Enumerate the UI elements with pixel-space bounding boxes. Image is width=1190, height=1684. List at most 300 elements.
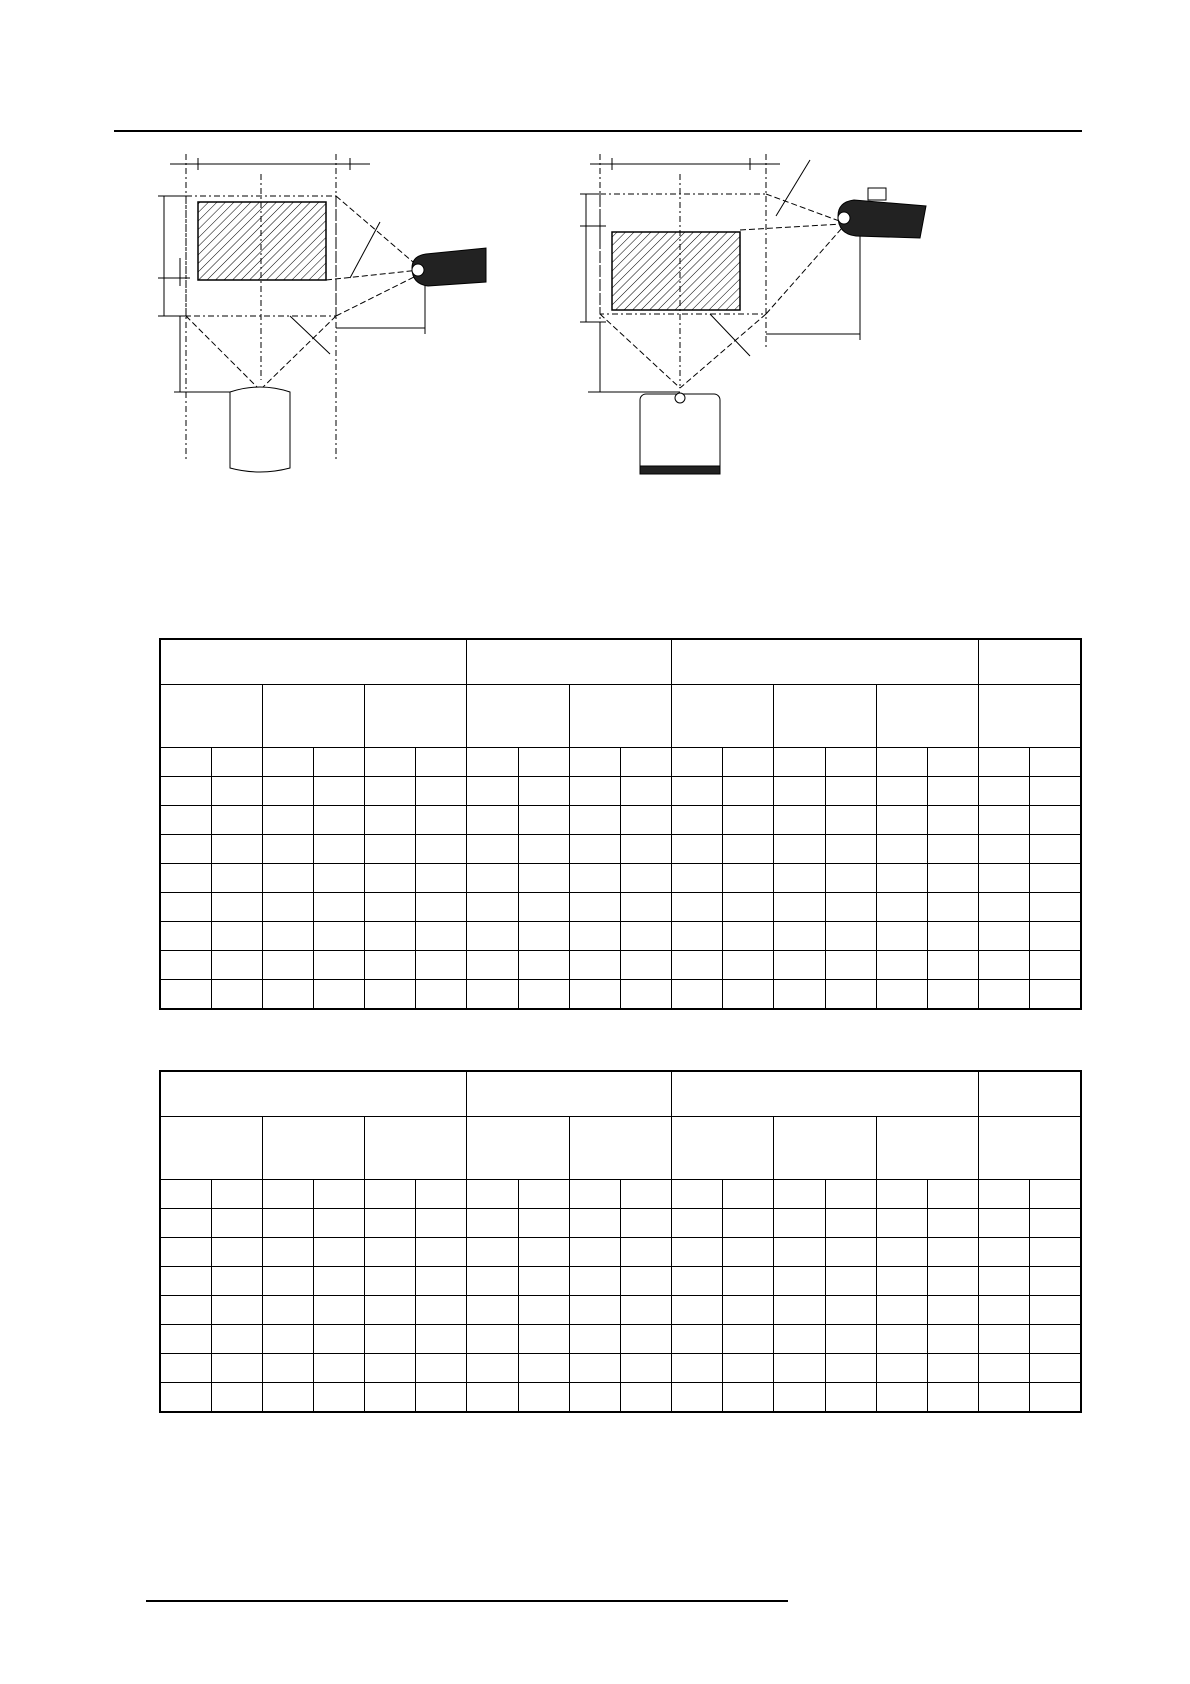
table-cell [569,951,620,980]
table-cell [262,1267,313,1296]
table-row [160,1383,1081,1413]
table-cell [467,806,518,835]
table-cell [262,1238,313,1267]
table-cell [569,1325,620,1354]
table-cell [672,1209,723,1238]
table-cell [723,835,774,864]
table-cell [1030,806,1081,835]
table-cell [518,980,569,1010]
table-cell [313,1296,364,1325]
table-row [160,1238,1081,1267]
table-cell [262,1383,313,1413]
table-cell [160,1325,211,1354]
subheader-cell [160,685,262,748]
subheader-cell [262,1117,364,1180]
table-cell [979,1209,1030,1238]
table-cell [876,922,927,951]
subheader-cell [876,685,978,748]
table-cell [927,806,978,835]
table-cell [672,748,723,777]
table-cell [160,980,211,1010]
table-cell [518,1325,569,1354]
table-cell [313,777,364,806]
subheader-cell [467,1117,569,1180]
table-cell [876,748,927,777]
table-cell [774,1354,825,1383]
table-cell [518,1354,569,1383]
table-cell [825,1267,876,1296]
table-cell [774,1383,825,1413]
table-cell [672,1325,723,1354]
table-cell [569,1354,620,1383]
table-row [160,1267,1081,1296]
table-cell [723,1180,774,1209]
table-cell [1030,1383,1081,1413]
table-row [160,835,1081,864]
header-rule [114,130,1082,132]
table-row [160,864,1081,893]
table-cell [620,835,671,864]
table-cell [569,835,620,864]
table-cell [774,922,825,951]
table-cell [825,1209,876,1238]
table-cell [518,1383,569,1413]
table-cell [723,1296,774,1325]
table-cell [1030,1209,1081,1238]
table-cell [313,1238,364,1267]
table-cell [876,1383,927,1413]
table-cell [416,1296,467,1325]
table-cell [825,806,876,835]
table-cell [927,893,978,922]
table-cell [518,835,569,864]
table-cell [262,1354,313,1383]
table-cell [876,777,927,806]
table-cell [160,777,211,806]
table-cell [672,1354,723,1383]
table-cell [876,1238,927,1267]
table-cell [211,1180,262,1209]
header-cell [467,639,672,685]
table-cell [620,777,671,806]
table-cell [160,951,211,980]
ceiling-projection-diagram [580,150,1000,490]
table-cell [467,951,518,980]
table-cell [467,1238,518,1267]
table-cell [211,1238,262,1267]
table-cell [774,1180,825,1209]
table-cell [723,1354,774,1383]
table-cell [672,777,723,806]
table-cell [416,980,467,1010]
table-cell [365,922,416,951]
table-cell [979,1354,1030,1383]
table-cell [774,1238,825,1267]
table-cell [313,1383,364,1413]
subheader-cell [774,685,876,748]
table-cell [620,1267,671,1296]
table-cell [927,777,978,806]
table-cell [160,806,211,835]
subheader-cell [262,685,364,748]
subheader-cell [569,1117,671,1180]
table-cell [262,1180,313,1209]
table-cell [876,951,927,980]
table-cell [825,1296,876,1325]
table-cell [416,1209,467,1238]
table-cell [211,748,262,777]
table-cell [672,806,723,835]
table-cell [825,1325,876,1354]
table-cell [416,1238,467,1267]
table-cell [313,1267,364,1296]
table-cell [620,1383,671,1413]
table-cell [518,864,569,893]
table-cell [160,893,211,922]
table-cell [825,893,876,922]
table-cell [979,922,1030,951]
table-row [160,922,1081,951]
table-cell [262,1296,313,1325]
table-cell [825,777,876,806]
table-cell [365,1354,416,1383]
table-cell [723,1325,774,1354]
table-cell [416,748,467,777]
table-cell [876,1267,927,1296]
table-cell [211,1267,262,1296]
table-cell [569,980,620,1010]
table-cell [979,1267,1030,1296]
table-cell [979,893,1030,922]
table-cell [313,864,364,893]
table-cell [467,1209,518,1238]
table-header-row [160,1071,1081,1117]
table-cell [672,951,723,980]
table-cell [876,980,927,1010]
table-cell [979,777,1030,806]
header-cell [979,639,1082,685]
table-cell [365,951,416,980]
subheader-cell [569,685,671,748]
table-cell [1030,1354,1081,1383]
table-cell [569,1383,620,1413]
table-cell [365,1238,416,1267]
table-cell [262,951,313,980]
table-cell [262,1325,313,1354]
table-cell [365,893,416,922]
table-cell [927,980,978,1010]
table-cell [672,922,723,951]
table-cell [620,980,671,1010]
desktop-projection-diagram [150,150,550,490]
table-cell [211,980,262,1010]
subheader-cell [365,1117,467,1180]
table-cell [262,980,313,1010]
table-cell [774,1296,825,1325]
table-cell [774,1267,825,1296]
table-cell [313,748,364,777]
table-cell [723,922,774,951]
table-row [160,1296,1081,1325]
table-cell [620,893,671,922]
table-cell [160,1209,211,1238]
subheader-cell [774,1117,876,1180]
table-cell [416,835,467,864]
table-cell [927,951,978,980]
subheader-cell [876,1117,978,1180]
table-cell [262,777,313,806]
table-cell [979,748,1030,777]
table-cell [313,1325,364,1354]
table-cell [365,980,416,1010]
table-cell [876,806,927,835]
table-cell [569,893,620,922]
table-cell [467,1354,518,1383]
table-cell [467,922,518,951]
table-cell [518,748,569,777]
table-cell [620,1209,671,1238]
table-cell [774,777,825,806]
table-cell [672,835,723,864]
table-cell [365,1180,416,1209]
table-cell [876,1296,927,1325]
table-cell [1030,1325,1081,1354]
table-cell [518,806,569,835]
header-cell [160,639,467,685]
table-cell [313,835,364,864]
table-cell [1030,777,1081,806]
table-cell [774,1209,825,1238]
table-cell [211,951,262,980]
table-cell [979,1238,1030,1267]
table-cell [723,951,774,980]
table-cell [620,1238,671,1267]
table-cell [927,835,978,864]
table-row [160,1180,1081,1209]
table-cell [416,806,467,835]
table-cell [211,1354,262,1383]
table-cell [211,922,262,951]
table-cell [620,922,671,951]
table-subheader-row [160,685,1081,748]
table-cell [467,777,518,806]
table-row [160,1354,1081,1383]
table-subheader-row [160,1117,1081,1180]
table-cell [262,806,313,835]
table-cell [825,1354,876,1383]
table-row [160,748,1081,777]
table-cell [313,893,364,922]
table-cell [416,1267,467,1296]
table-cell [518,951,569,980]
table-cell [365,777,416,806]
table-cell [467,1180,518,1209]
table-cell [825,1383,876,1413]
table-cell [927,1383,978,1413]
table-cell [211,1209,262,1238]
table-cell [1030,1267,1081,1296]
table-cell [825,980,876,1010]
table-cell [365,1209,416,1238]
table-cell [723,748,774,777]
table-cell [620,1325,671,1354]
table-cell [979,1296,1030,1325]
table-cell [1030,1180,1081,1209]
table-cell [313,980,364,1010]
table-cell [262,864,313,893]
table-cell [569,806,620,835]
table-cell [672,1180,723,1209]
table-cell [467,1325,518,1354]
table-cell [927,864,978,893]
table-cell [416,1180,467,1209]
table-cell [723,1267,774,1296]
table-cell [518,1209,569,1238]
subheader-cell [160,1117,262,1180]
table-cell [1030,1296,1081,1325]
table-cell [416,893,467,922]
table-cell [620,951,671,980]
table-cell [467,980,518,1010]
table-cell [927,1238,978,1267]
table-cell [467,893,518,922]
table-cell [979,806,1030,835]
table-cell [211,806,262,835]
table-cell [979,1180,1030,1209]
table-cell [723,893,774,922]
table-cell [927,1325,978,1354]
table-cell [723,980,774,1010]
table-cell [569,1209,620,1238]
table-cell [620,806,671,835]
table-cell [160,1354,211,1383]
table-cell [927,922,978,951]
table-cell [313,1180,364,1209]
table-cell [774,864,825,893]
table-cell [160,1180,211,1209]
table-row [160,1325,1081,1354]
table-cell [979,864,1030,893]
table-cell [365,748,416,777]
table-cell [467,1267,518,1296]
table-cell [262,922,313,951]
table-cell [467,1383,518,1413]
table-cell [160,1296,211,1325]
table-cell [672,1267,723,1296]
table-row [160,980,1081,1010]
table-header-row [160,639,1081,685]
table-cell [313,1209,364,1238]
table-cell [979,1383,1030,1413]
table-cell [518,777,569,806]
subheader-cell [467,685,569,748]
table-cell [672,1296,723,1325]
table-cell [569,777,620,806]
table-cell [160,1267,211,1296]
table-cell [1030,951,1081,980]
table-cell [620,748,671,777]
table-cell [160,922,211,951]
table-cell [927,1209,978,1238]
table-cell [211,777,262,806]
table-cell [569,1238,620,1267]
table-cell [723,777,774,806]
table-cell [467,748,518,777]
table-cell [774,835,825,864]
table-cell [774,951,825,980]
table-2 [159,1070,1082,1413]
table-cell [774,893,825,922]
table-cell [1030,835,1081,864]
table-cell [262,835,313,864]
table-cell [365,1296,416,1325]
header-cell [467,1071,672,1117]
table-cell [467,864,518,893]
table-cell [416,922,467,951]
subheader-cell [672,1117,774,1180]
table-cell [723,1238,774,1267]
table-cell [416,951,467,980]
table-cell [927,1267,978,1296]
table-cell [825,922,876,951]
table-cell [620,864,671,893]
table-cell [518,893,569,922]
header-cell [672,1071,979,1117]
table-cell [313,951,364,980]
table-cell [569,748,620,777]
table-cell [723,1209,774,1238]
table-cell [672,864,723,893]
table-cell [979,951,1030,980]
table-cell [518,1238,569,1267]
subheader-cell [979,685,1082,748]
table-cell [569,1180,620,1209]
table-cell [927,1296,978,1325]
table-cell [979,835,1030,864]
table-cell [160,1238,211,1267]
table-cell [672,1238,723,1267]
table-cell [160,748,211,777]
table-cell [262,748,313,777]
table-cell [313,806,364,835]
table-cell [723,864,774,893]
table-cell [774,748,825,777]
table-1 [159,638,1082,1010]
table-cell [825,748,876,777]
table-cell [672,893,723,922]
table-cell [927,1180,978,1209]
table-cell [416,777,467,806]
table-cell [365,806,416,835]
table-cell [979,980,1030,1010]
table-cell [672,1383,723,1413]
table-cell [1030,1238,1081,1267]
table-cell [211,1325,262,1354]
table-cell [774,806,825,835]
footer-rule [146,1600,788,1602]
table-cell [672,980,723,1010]
table-cell [313,922,364,951]
table-cell [160,835,211,864]
table-cell [313,1354,364,1383]
table-cell [416,1383,467,1413]
table-cell [876,1325,927,1354]
table-cell [825,1180,876,1209]
table-cell [262,1209,313,1238]
subheader-cell [672,685,774,748]
table-cell [518,1267,569,1296]
table-cell [620,1296,671,1325]
